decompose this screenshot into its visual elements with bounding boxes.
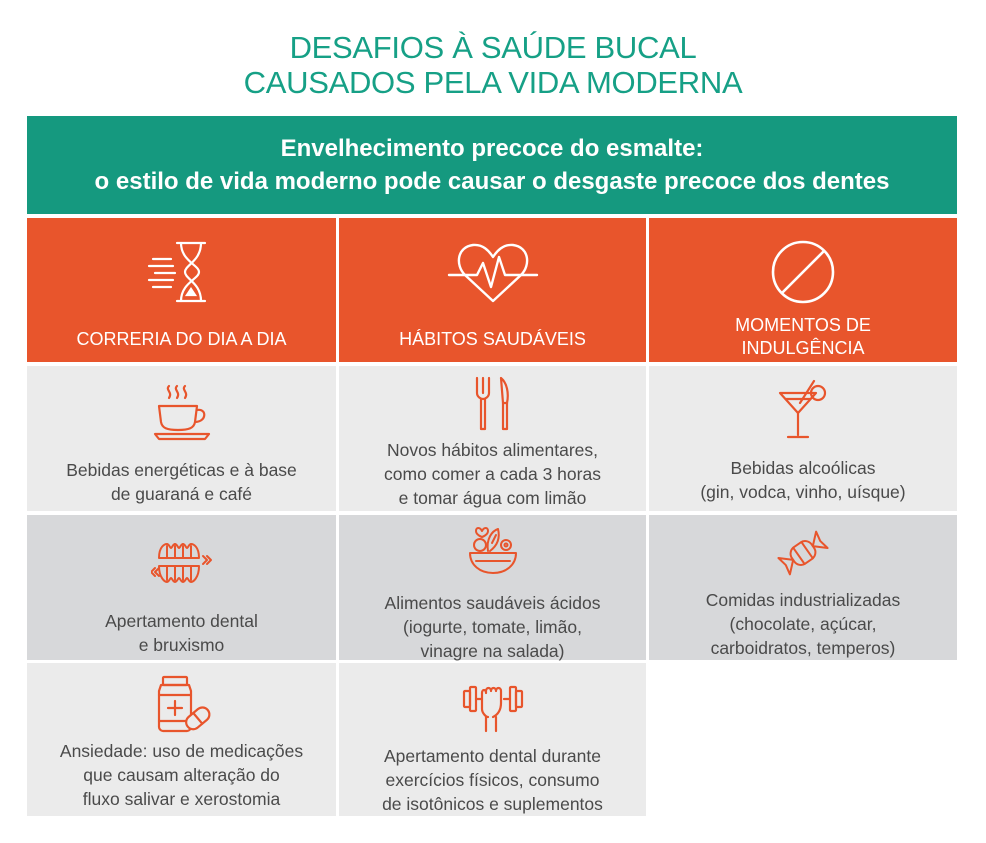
teeth-grinding-icon <box>151 531 213 595</box>
header-label-indulgencia: MOMENTOS DE INDULGÊNCIA <box>735 315 871 358</box>
candy-icon <box>774 521 832 584</box>
heartbeat-icon <box>447 238 539 306</box>
banner-line-2: o estilo de vida moderno pode causar o desgaste precoce dos dentes <box>94 168 890 195</box>
header-indulgencia <box>649 218 957 362</box>
coffee-cup-icon <box>151 380 213 444</box>
item-bruxismo <box>27 515 336 660</box>
prohibited-icon <box>770 238 836 306</box>
item-acidos <box>339 515 646 660</box>
header-label-correria: CORRERIA DO DIA A DIA <box>76 329 287 349</box>
medication-pills-icon <box>153 671 211 735</box>
page-title <box>0 30 986 100</box>
item-energeticas <box>27 366 336 511</box>
header-correria <box>27 218 336 362</box>
item-ansiedade <box>27 663 336 816</box>
cocktail-glass-icon <box>776 378 830 442</box>
item-industrializadas <box>649 515 957 660</box>
item-alcoolicas <box>649 366 957 511</box>
header-label-habitos: HÁBITOS SAUDÁVEIS <box>399 329 586 349</box>
fork-knife-icon <box>473 372 513 436</box>
item-text-exercicios: Apertamento dental durante exercícios físicos, consumo de isotônicos e suplementos <box>382 746 603 814</box>
item-exercicios <box>339 663 646 816</box>
subtitle-banner <box>27 116 957 214</box>
header-habitos <box>339 218 646 362</box>
title-line-1: DESAFIOS À SAÚDE BUCAL <box>289 30 697 65</box>
title-line-2: CAUSADOS PELA VIDA MODERNA <box>243 65 743 100</box>
item-text-energeticas: Bebidas energéticas e à base de guaraná e café <box>66 460 297 504</box>
item-text-acidos: Alimentos saudáveis ácidos (iogurte, tomate, limão, vinagre na salada) <box>384 593 601 661</box>
hourglass-speed-icon <box>147 238 217 306</box>
dumbbell-fist-icon <box>462 675 524 736</box>
item-text-ansiedade: Ansiedade: uso de medicações que causam alteração do fluxo salivar e xerostomia <box>59 741 304 809</box>
item-text-habitos-alimentares: Novos hábitos alimentares, como comer a cada 3 horas e tomar água com limão <box>384 440 601 508</box>
item-habitos-alimentares <box>339 366 646 511</box>
banner-line-1: Envelhecimento precoce do esmalte: <box>280 135 704 162</box>
salad-bowl-icon <box>466 525 520 579</box>
item-text-alcoolicas: Bebidas alcoólicas (gin, vodca, vinho, uísque) <box>700 458 906 502</box>
item-text-bruxismo: Apertamento dental e bruxismo <box>105 611 258 655</box>
item-text-industrializadas: Comidas industrializadas (chocolate, açúcar, carboidratos, temperos) <box>705 590 901 658</box>
